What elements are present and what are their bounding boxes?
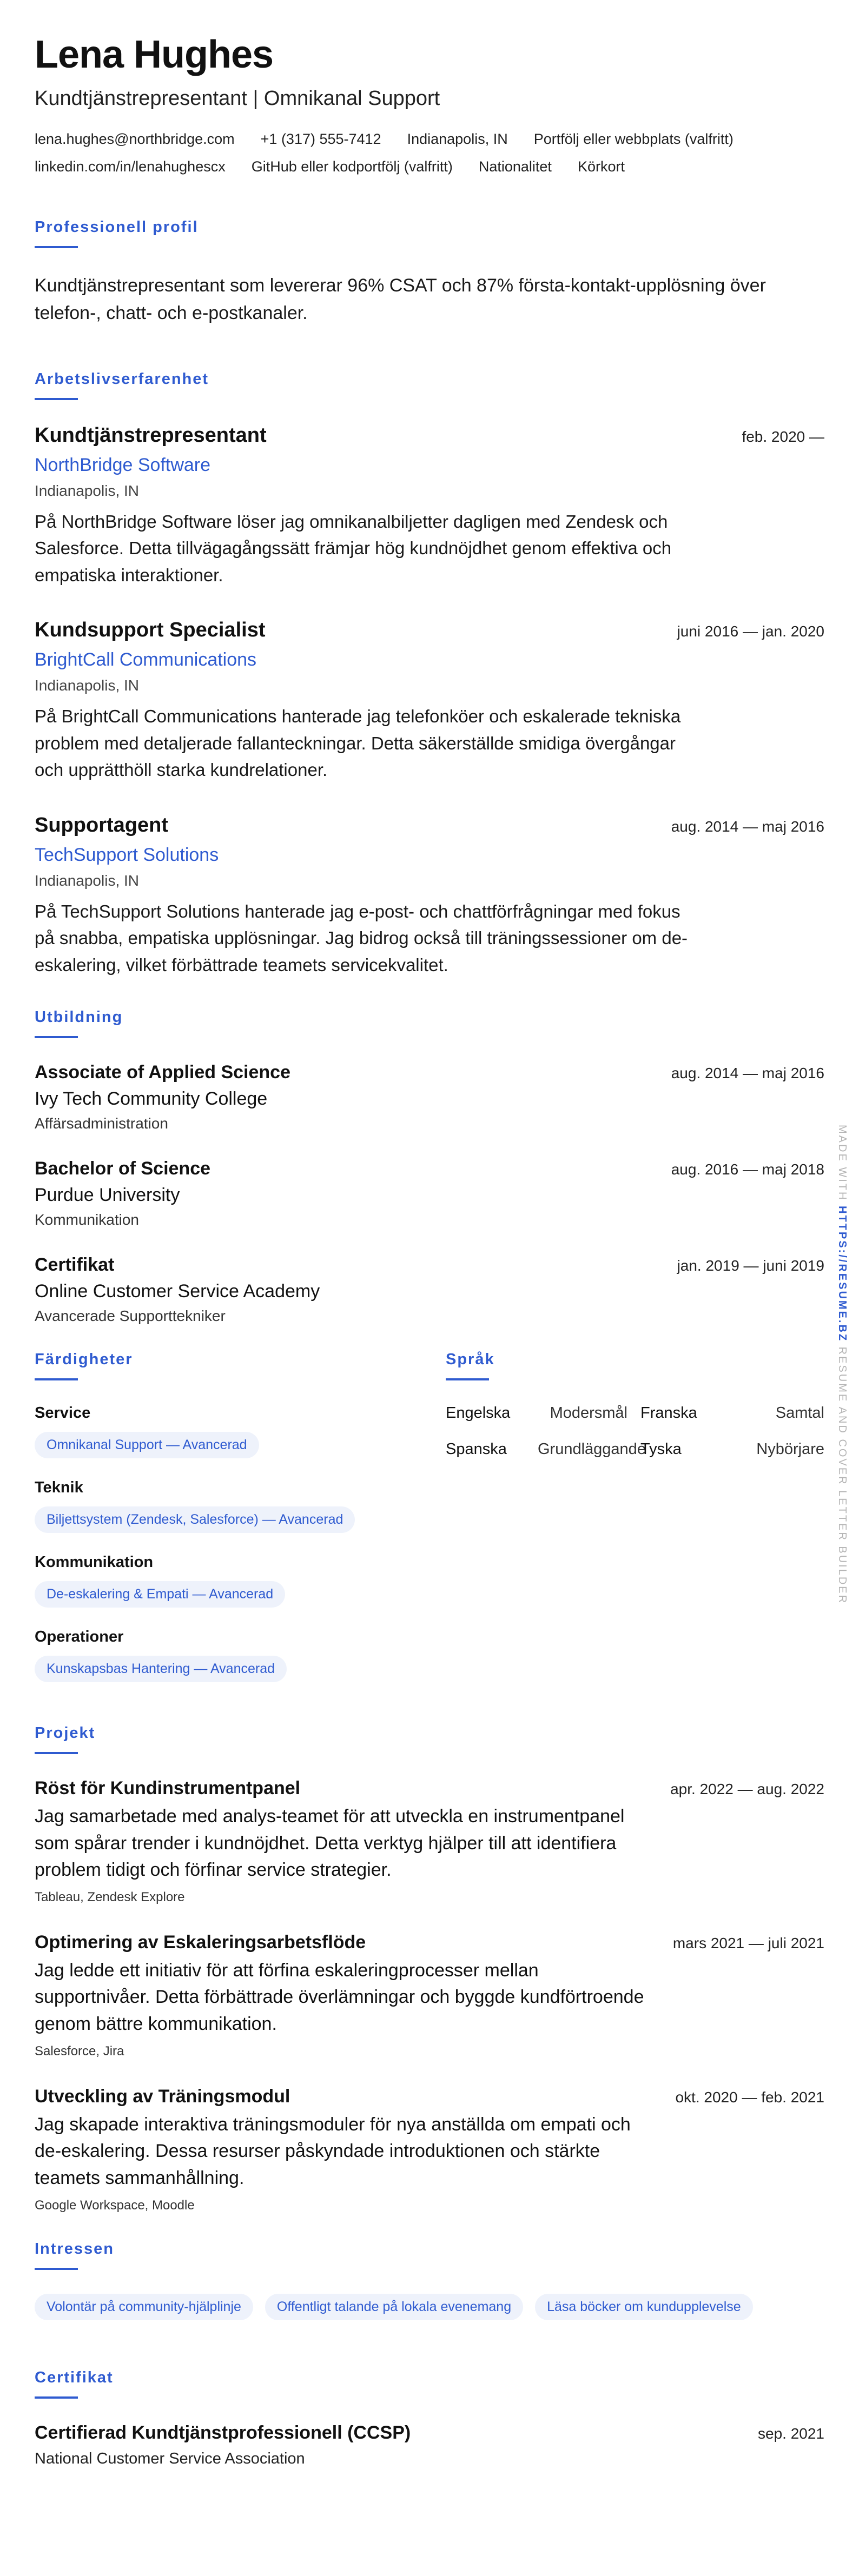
job-entry: [35, 424, 824, 589]
section-divider: [35, 246, 78, 248]
project-entry: [35, 2086, 824, 2213]
contact-linkedin[interactable]: linkedin.com/in/lenahughescx: [35, 158, 226, 175]
education-date: jan. 2019 — juni 2019: [677, 1257, 824, 1274]
job-role: Kundtjänstrepresentant: [35, 423, 267, 447]
job-role: Supportagent: [35, 813, 168, 836]
candidate-tagline: Kundtjänstrepresentant | Omnikanal Support: [35, 87, 440, 110]
section-title: Färdigheter: [35, 1351, 133, 1369]
contact-github[interactable]: GitHub eller kodportfölj (valfritt): [251, 158, 453, 175]
job-role: Kundsupport Specialist: [35, 619, 266, 642]
contact-email[interactable]: lena.hughes@northbridge.com: [35, 130, 235, 147]
section-title: Arbetslivserfarenhet: [35, 370, 209, 388]
language-grid: [446, 1404, 824, 1458]
job-date: feb. 2020 —: [742, 428, 824, 445]
project-title: Röst för Kundinstrumentpanel: [35, 1778, 301, 1799]
job-date: juni 2016 — jan. 2020: [677, 623, 824, 640]
certificate-title: Certifierad Kundtjänstprofessionell (CCSP): [35, 2422, 411, 2443]
project-description: Jag skapade interaktiva träningsmoduler för nya anställda om empati och de-eskalering. Dessa resurser påskyndade introduktionen och stärkte teamets sammanhållning.: [35, 2114, 631, 2188]
project-date: apr. 2022 — aug. 2022: [670, 1781, 824, 1798]
project-description: Jag ledde ett initiativ för att förfina eskaleringprocesser mellan supportnivåer. Detta förbättrade överlämningar och byggde kundförtroende genom bättre kommunikation.: [35, 1960, 644, 2034]
builder-credit-link[interactable]: HTTPS://RESUME.BZ: [836, 1206, 848, 1343]
certificates-section: [35, 2369, 824, 2468]
education-date: aug. 2014 — maj 2016: [671, 1065, 824, 1082]
education-school: Online Customer Service Academy: [35, 1281, 320, 1302]
education-entry: [35, 1254, 824, 1325]
skill-group: [35, 1479, 446, 1533]
education-school: Ivy Tech Community College: [35, 1088, 268, 1110]
interest-chip: Offentligt talande på lokala evenemang: [265, 2294, 523, 2320]
skill-group-name: Teknik: [35, 1479, 83, 1497]
job-location: Indianapolis, IN: [35, 482, 140, 499]
resume: [35, 32, 824, 2468]
certificate-entry: [35, 2422, 824, 2468]
education-field: Kommunikation: [35, 1211, 139, 1229]
section-divider: [35, 398, 78, 400]
profile-text: Kundtjänstrepresentant som levererar 96% CSAT och 87% första-kontakt-upplösning över telefon-, chatt- och e-postkanaler.: [35, 275, 766, 323]
contact-portfolio[interactable]: Portfölj eller webbplats (valfritt): [533, 130, 734, 147]
skill-group-name: Service: [35, 1404, 91, 1422]
skill-chip: Kunskapsbas Hantering — Avancerad: [35, 1656, 287, 1682]
skill-chip: Omnikanal Support — Avancerad: [35, 1432, 259, 1458]
project-date: mars 2021 — juli 2021: [672, 1935, 824, 1952]
education-field: Avancerade Supporttekniker: [35, 1307, 226, 1325]
section-title: Professionell profil: [35, 218, 199, 236]
project-tools: Salesforce, Jira: [35, 2044, 124, 2059]
education-date: aug. 2016 — maj 2018: [671, 1161, 824, 1178]
job-company[interactable]: TechSupport Solutions: [35, 844, 219, 865]
job-location: Indianapolis, IN: [35, 872, 140, 889]
education-section: [35, 1008, 824, 1325]
projects-section: [35, 1724, 824, 2213]
skill-group-name: Kommunikation: [35, 1553, 154, 1571]
job-entry: [35, 814, 824, 979]
project-tools: Google Workspace, Moodle: [35, 2197, 195, 2213]
language-name: Engelska: [446, 1404, 511, 1422]
contact-license: Körkort: [577, 158, 625, 175]
job-entry: [35, 619, 824, 784]
job-description: På BrightCall Communications hanterade jag telefonköer och eskalerade tekniska problem med detaljerade fallanteckningar. Detta säkerställde smidiga övergångar och upprätthöll starka kundrelationer.: [35, 706, 681, 780]
language-level: Grundläggande: [538, 1440, 646, 1458]
section-divider: [35, 1378, 78, 1380]
builder-credit-suffix: RESUME AND COVER LETTER BUILDER: [836, 1342, 848, 1605]
contact-location: Indianapolis, IN: [407, 130, 508, 147]
language-name: Franska: [640, 1404, 697, 1422]
section-title: Intressen: [35, 2240, 114, 2258]
education-school: Purdue University: [35, 1185, 180, 1206]
experience-section: [35, 370, 824, 979]
skill-group: [35, 1628, 446, 1682]
project-title: Optimering av Eskaleringsarbetsflöde: [35, 1932, 366, 1953]
section-title: Utbildning: [35, 1008, 123, 1026]
project-entry: [35, 1932, 824, 2059]
education-degree: Associate of Applied Science: [35, 1062, 290, 1083]
project-entry: [35, 1778, 824, 1905]
skill-group: [35, 1404, 446, 1458]
language-level: Modersmål: [550, 1404, 627, 1422]
profile-section: [35, 218, 824, 327]
job-description: På NorthBridge Software löser jag omnikanalbiljetter dagligen med Zendesk och Salesforce. Detta tillvägagångssätt främjar hög kundnöjdhet genom effektiva och empatiska interaktioner.: [35, 511, 672, 585]
language-name: Spanska: [446, 1440, 507, 1458]
job-date: aug. 2014 — maj 2016: [671, 818, 824, 835]
section-divider: [35, 2268, 78, 2270]
contact-list: [35, 131, 824, 175]
skill-chip: Biljettsystem (Zendesk, Salesforce) — Avancerad: [35, 1506, 355, 1533]
skill-group-name: Operationer: [35, 1628, 124, 1646]
education-degree: Certifikat: [35, 1254, 115, 1276]
education-field: Affärsadministration: [35, 1115, 168, 1132]
language-name: Tyska: [640, 1440, 682, 1458]
builder-credit-prefix: MADE WITH: [836, 1125, 848, 1206]
section-divider: [35, 1752, 78, 1754]
section-divider: [35, 1036, 78, 1038]
job-location: Indianapolis, IN: [35, 677, 140, 694]
language-level: Samtal: [775, 1404, 824, 1422]
certificate-date: sep. 2021: [758, 2425, 824, 2442]
section-divider: [35, 2396, 78, 2399]
skills-section: [35, 1351, 446, 1703]
education-entry: [35, 1158, 824, 1229]
skills-languages-row: [35, 1351, 824, 1703]
contact-phone[interactable]: +1 (317) 555-7412: [260, 130, 381, 147]
candidate-name: Lena Hughes: [35, 33, 274, 76]
project-description: Jag samarbetade med analys-teamet för att utveckla en instrumentpanel som spårar trender i kundnöjdhet. Detta verktyg hjälper till att identifiera problem tidigt och förfinar service strategier.: [35, 1806, 625, 1880]
section-title: Språk: [446, 1351, 495, 1369]
certificate-org: National Customer Service Association: [35, 2449, 305, 2467]
education-degree: Bachelor of Science: [35, 1158, 211, 1179]
section-title: Certifikat: [35, 2368, 114, 2386]
job-description: På TechSupport Solutions hanterade jag e-post- och chattförfrågningar med fokus på snabba, empatiska upplösningar. Jag bidrog också till träningssessioner om de-eskalering, vilket förbättrade teamets servicekvalitet.: [35, 901, 688, 975]
interest-chip: Läsa böcker om kundupplevelse: [535, 2294, 753, 2320]
education-entry: [35, 1062, 824, 1132]
section-title: Projekt: [35, 1724, 96, 1742]
contact-nationality: Nationalitet: [478, 158, 552, 175]
languages-section: [446, 1351, 824, 1703]
builder-credit: [836, 1125, 848, 1604]
interest-chips: [35, 2294, 824, 2320]
project-date: okt. 2020 — feb. 2021: [675, 2089, 824, 2106]
language-level: Nybörjare: [756, 1440, 824, 1458]
project-tools: Tableau, Zendesk Explore: [35, 1890, 185, 1905]
job-company[interactable]: NorthBridge Software: [35, 454, 211, 475]
skill-group: [35, 1553, 446, 1608]
job-company[interactable]: BrightCall Communications: [35, 649, 257, 670]
section-divider: [446, 1378, 489, 1380]
interest-chip: Volontär på community-hjälplinje: [35, 2294, 253, 2320]
skill-chip: De-eskalering & Empati — Avancerad: [35, 1581, 285, 1608]
project-title: Utveckling av Träningsmodul: [35, 2086, 290, 2107]
interests-section: [35, 2240, 824, 2320]
